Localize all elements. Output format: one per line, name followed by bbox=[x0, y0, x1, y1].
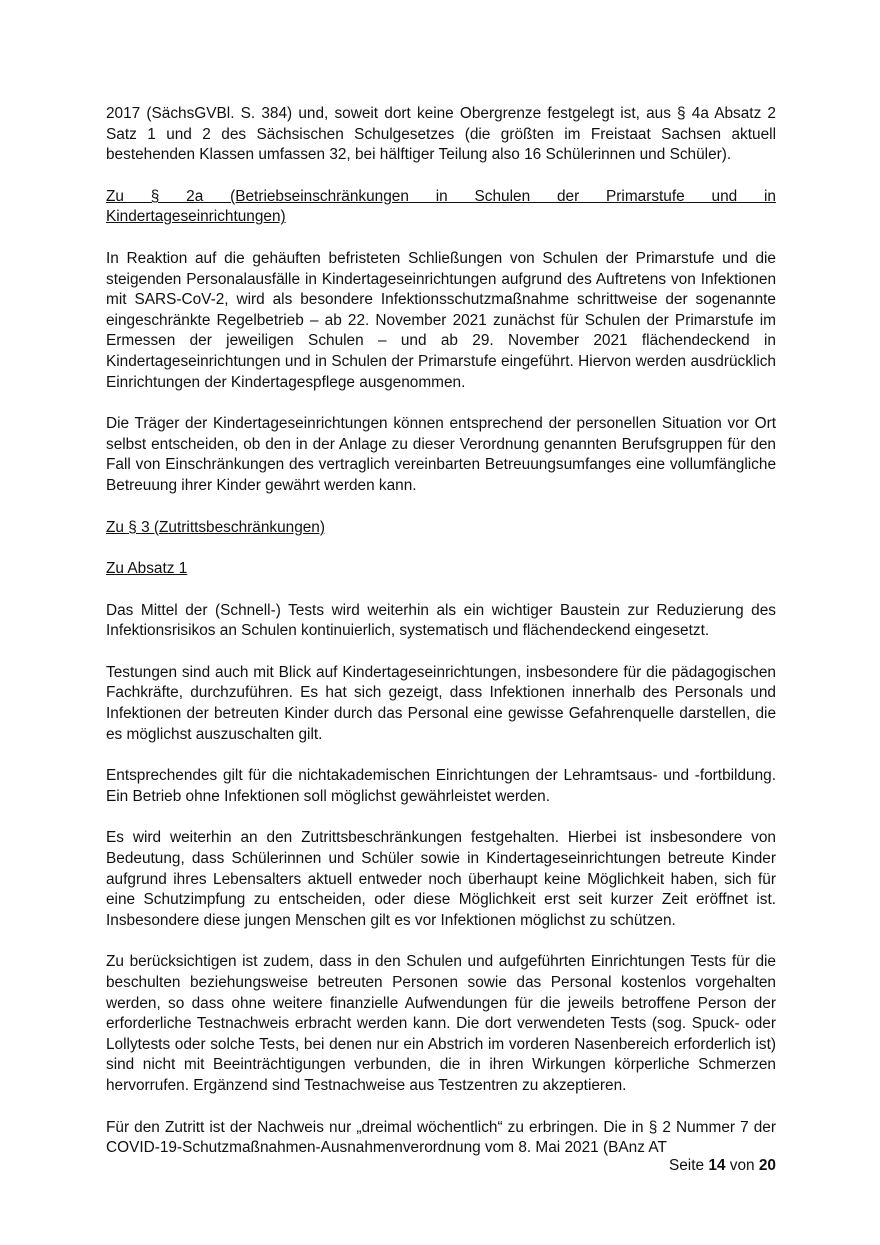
section-heading-2a-line2: Kindertageseinrichtungen) bbox=[106, 208, 286, 226]
paragraph-zutritt: Es wird weiterhin an den Zutrittsbeschränkungen festgehalten. Hierbei ist insbesondere von Bedeutung, dass Schülerinnen und Schüler sowie in Kindertageseinrichtungen betreute Kinder aufgrund ihres Lebensalters aktuell entweder noch überhaupt keine Möglichkeit haben, sich für eine Schutzimpfung zu entscheiden, oder diese Möglichkeit erst seit kurzer Zeit eröffnet ist. Insbesondere diese jungen Menschen gilt es vor Infektionen möglichst zu schützen. bbox=[106, 829, 776, 929]
paragraph-kostenlos: Zu berücksichtigen ist zudem, dass in den Schulen und aufgeführten Einrichtungen Tests für die beschulten beziehungsweise betreuten Personen sowie das Personal kostenlos vorgehalten werden, so dass ohne weitere finanzielle Aufwendungen für die jeweils betroffene Person der erforderliche Testnachweis erbracht werden kann. Die dort verwendeten Tests (sog. Spuck- oder Lollytests oder solche Tests, bei denen nur ein Abstrich im vorderen Nasenbereich erforderlich ist) sind nicht mit Beeinträchtigungen verbunden, die in ihren Wirkungen körperliche Schmerzen hervorrufen. Ergänzend sind Testnachweise aus Testzentren zu akzeptieren. bbox=[106, 953, 776, 1094]
subsection-heading-absatz-1: Zu Absatz 1 bbox=[106, 560, 188, 578]
page-number-current: 14 bbox=[708, 1157, 726, 1174]
paragraph-tests: Das Mittel der (Schnell-) Tests wird weiterhin als ein wichtiger Baustein zur Reduzierung des Infektionsrisikos an Schulen kontinuierlich, systematisch und flächendeckend eingesetzt. bbox=[106, 601, 776, 640]
paragraph-testungen: Testungen sind auch mit Blick auf Kindertageseinrichtungen, insbesondere für die pädagogischen Fachkräfte, durchzuführen. Es hat sich gezeigt, dass Infektionen innerhalb des Personals und Infektionen der betreuten Kinder durch das Personal eine gewisse Gefahrenquelle darstellen, die es möglichst auszuschalten gilt. bbox=[106, 663, 776, 743]
document-page bbox=[106, 104, 776, 1159]
page-number-total: 20 bbox=[758, 1157, 776, 1174]
section-heading-2a-line1: Zu § 2a (Betriebseinschränkungen in Schulen der Primarstufe und in bbox=[106, 187, 776, 205]
page-number-middle: von bbox=[729, 1157, 755, 1174]
paragraph-continuation: 2017 (SächsGVBl. S. 384) und, soweit dort keine Obergrenze festgelegt ist, aus § 4a Absatz 2 Satz 1 und 2 des Sächsischen Schulgesetzes (die größten im Freistaat Sachsen aktuell bestehenden Klassen umfassen 32, bei hälftiger Teilung also 16 Schülerinnen und Schüler). bbox=[106, 105, 776, 164]
paragraph-lehramt: Entsprechendes gilt für die nichtakademischen Einrichtungen der Lehramtsaus- und -fortbildung. Ein Betrieb ohne Infektionen soll möglichst gewährleistet werden. bbox=[106, 767, 776, 805]
page-number-prefix: Seite bbox=[668, 1157, 705, 1174]
page-number bbox=[669, 1156, 776, 1176]
paragraph-nachweis: Für den Zutritt ist der Nachweis nur „dreimal wöchentlich“ zu erbringen. Die in § 2 Nummer 7 der COVID-19-Schutzmaßnahmen-Ausnahmenverordnung vom 8. Mai 2021 (BAnz AT bbox=[106, 1118, 776, 1157]
paragraph-reaction: In Reaktion auf die gehäuften befristeten Schließungen von Schulen der Primarstufe und die steigenden Personalausfälle in Kindertageseinrichtungen aufgrund des Auftretens von Infektionen mit SARS-CoV-2, wird als besondere Infektionsschutzmaßnahme schrittweise der sogenannte eingeschränkte Regelbetrieb – ab 22. November 2021 zunächst für Schulen der Primarstufe im Ermessen der jeweiligen Schulen – und ab 29. November 2021 flächendeckend in Kindertageseinrichtungen und in Schulen der Primarstufe eingeführt. Hiervon werden ausdrücklich Einrichtungen der Kindertagespflege ausgenommen. bbox=[106, 249, 776, 391]
paragraph-traeger: Die Träger der Kindertageseinrichtungen können entsprechend der personellen Situation vor Ort selbst entscheiden, ob den in der Anlage zu dieser Verordnung genannten Berufsgruppen für den Fall von Einschränkungen des vertraglich vereinbarten Betreuungsumfanges eine vollumfängliche Betreuung ihrer Kinder gewährt werden kann. bbox=[106, 415, 776, 494]
section-heading-3: Zu § 3 (Zutrittsbeschränkungen) bbox=[106, 518, 325, 536]
section-heading-2a bbox=[106, 187, 776, 228]
